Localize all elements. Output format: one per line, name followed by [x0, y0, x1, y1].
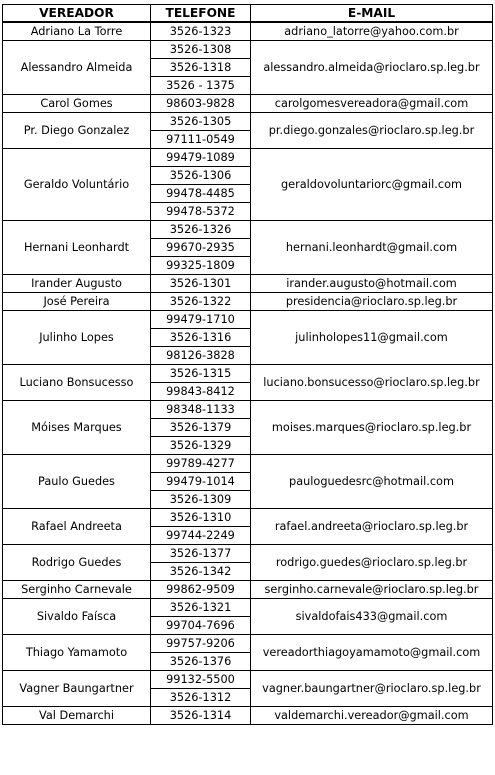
- table-header-row: [3, 5, 493, 23]
- phone-number: 3526-1322: [151, 293, 251, 311]
- phone-number: 99132-5500: [151, 671, 251, 689]
- email-address: moises.marques@rioclaro.sp.leg.br: [251, 401, 493, 455]
- email-address: carolgomesvereadora@gmail.com: [251, 95, 493, 113]
- email-address: alessandro.almeida@rioclaro.sp.leg.br: [251, 41, 493, 95]
- email-address: sivaldofais433@gmail.com: [251, 599, 493, 635]
- table-row: [3, 311, 493, 329]
- phone-number: 3526-1318: [151, 59, 251, 77]
- email-address: luciano.bonsucesso@rioclaro.sp.leg.br: [251, 365, 493, 401]
- councillor-name: Pr. Diego Gonzalez: [3, 113, 151, 149]
- phone-number: 3526-1329: [151, 437, 251, 455]
- table-row: [3, 365, 493, 383]
- phone-number: 3526-1309: [151, 491, 251, 509]
- table-row: [3, 275, 493, 293]
- councillor-name: Alessandro Almeida: [3, 41, 151, 95]
- table-row: [3, 455, 493, 473]
- phone-number: 99862-9509: [151, 581, 251, 599]
- header-telefone: TELEFONE: [151, 5, 251, 23]
- table-row: [3, 41, 493, 59]
- table-row: [3, 545, 493, 563]
- table-row: [3, 95, 493, 113]
- phone-number: 98348-1133: [151, 401, 251, 419]
- table-row: [3, 635, 493, 653]
- phone-number: 99325-1809: [151, 257, 251, 275]
- councillor-name: Luciano Bonsucesso: [3, 365, 151, 401]
- phone-number: 99478-5372: [151, 203, 251, 221]
- phone-number: 99670-2935: [151, 239, 251, 257]
- email-address: pauloguedesrc@hotmail.com: [251, 455, 493, 509]
- phone-number: 98126-3828: [151, 347, 251, 365]
- header-vereador: VEREADOR: [3, 5, 151, 23]
- phone-number: 3526-1315: [151, 365, 251, 383]
- councillor-name: Carol Gomes: [3, 95, 151, 113]
- phone-number: 99757-9206: [151, 635, 251, 653]
- phone-number: 3526-1306: [151, 167, 251, 185]
- phone-number: 99479-1089: [151, 149, 251, 167]
- councillor-name: Adriano La Torre: [3, 22, 151, 41]
- header-email: E-MAIL: [251, 5, 493, 23]
- table-row: [3, 401, 493, 419]
- councillor-name: Thiago Yamamoto: [3, 635, 151, 671]
- phone-number: 3526-1326: [151, 221, 251, 239]
- phone-number: 3526-1310: [151, 509, 251, 527]
- table-body: [3, 22, 493, 725]
- councillor-name: Rodrigo Guedes: [3, 545, 151, 581]
- council-contacts-table: [2, 4, 493, 725]
- phone-number: 99744-2249: [151, 527, 251, 545]
- phone-number: 3526-1342: [151, 563, 251, 581]
- email-address: rafael.andreeta@rioclaro.sp.leg.br: [251, 509, 493, 545]
- email-address: valdemarchi.vereador@gmail.com: [251, 707, 493, 725]
- email-address: adriano_latorre@yahoo.com.br: [251, 22, 493, 41]
- phone-number: 3526 - 1375: [151, 77, 251, 95]
- councillor-name: Sivaldo Faísca: [3, 599, 151, 635]
- councillor-name: Paulo Guedes: [3, 455, 151, 509]
- phone-number: 3526-1377: [151, 545, 251, 563]
- table-row: [3, 599, 493, 617]
- phone-number: 99704-7696: [151, 617, 251, 635]
- phone-number: 3526-1312: [151, 689, 251, 707]
- table-row: [3, 581, 493, 599]
- email-address: vereadorthiagoyamamoto@gmail.com: [251, 635, 493, 671]
- email-address: rodrigo.guedes@rioclaro.sp.leg.br: [251, 545, 493, 581]
- email-address: presidencia@rioclaro.sp.leg.br: [251, 293, 493, 311]
- councillor-name: Vagner Baungartner: [3, 671, 151, 707]
- councillor-name: Rafael Andreeta: [3, 509, 151, 545]
- table-row: [3, 113, 493, 131]
- phone-number: 3526-1314: [151, 707, 251, 725]
- phone-number: 99479-1014: [151, 473, 251, 491]
- table-row: [3, 293, 493, 311]
- phone-number: 3526-1316: [151, 329, 251, 347]
- councillor-name: Geraldo Voluntário: [3, 149, 151, 221]
- phone-number: 3526-1308: [151, 41, 251, 59]
- phone-number: 97111-0549: [151, 131, 251, 149]
- contacts-sheet: [2, 4, 492, 725]
- table-row: [3, 149, 493, 167]
- table-row: [3, 509, 493, 527]
- councillor-name: Val Demarchi: [3, 707, 151, 725]
- phone-number: 99479-1710: [151, 311, 251, 329]
- councillor-name: José Pereira: [3, 293, 151, 311]
- table-row: [3, 671, 493, 689]
- councillor-name: Móises Marques: [3, 401, 151, 455]
- phone-number: 3526-1321: [151, 599, 251, 617]
- email-address: hernani.leonhardt@gmail.com: [251, 221, 493, 275]
- table-row: [3, 707, 493, 725]
- phone-number: 99478-4485: [151, 185, 251, 203]
- phone-number: 3526-1376: [151, 653, 251, 671]
- table-row: [3, 22, 493, 41]
- phone-number: 3526-1305: [151, 113, 251, 131]
- table-row: [3, 221, 493, 239]
- email-address: irander.augusto@hotmail.com: [251, 275, 493, 293]
- email-address: pr.diego.gonzales@rioclaro.sp.leg.br: [251, 113, 493, 149]
- email-address: julinholopes11@gmail.com: [251, 311, 493, 365]
- phone-number: 3526-1323: [151, 22, 251, 41]
- email-address: geraldovoluntariorc@gmail.com: [251, 149, 493, 221]
- phone-number: 99789-4277: [151, 455, 251, 473]
- phone-number: 3526-1379: [151, 419, 251, 437]
- phone-number: 99843-8412: [151, 383, 251, 401]
- councillor-name: Hernani Leonhardt: [3, 221, 151, 275]
- councillor-name: Serginho Carnevale: [3, 581, 151, 599]
- email-address: vagner.baungartner@rioclaro.sp.leg.br: [251, 671, 493, 707]
- councillor-name: Julinho Lopes: [3, 311, 151, 365]
- phone-number: 3526-1301: [151, 275, 251, 293]
- councillor-name: Irander Augusto: [3, 275, 151, 293]
- phone-number: 98603-9828: [151, 95, 251, 113]
- email-address: serginho.carnevale@rioclaro.sp.leg.br: [251, 581, 493, 599]
